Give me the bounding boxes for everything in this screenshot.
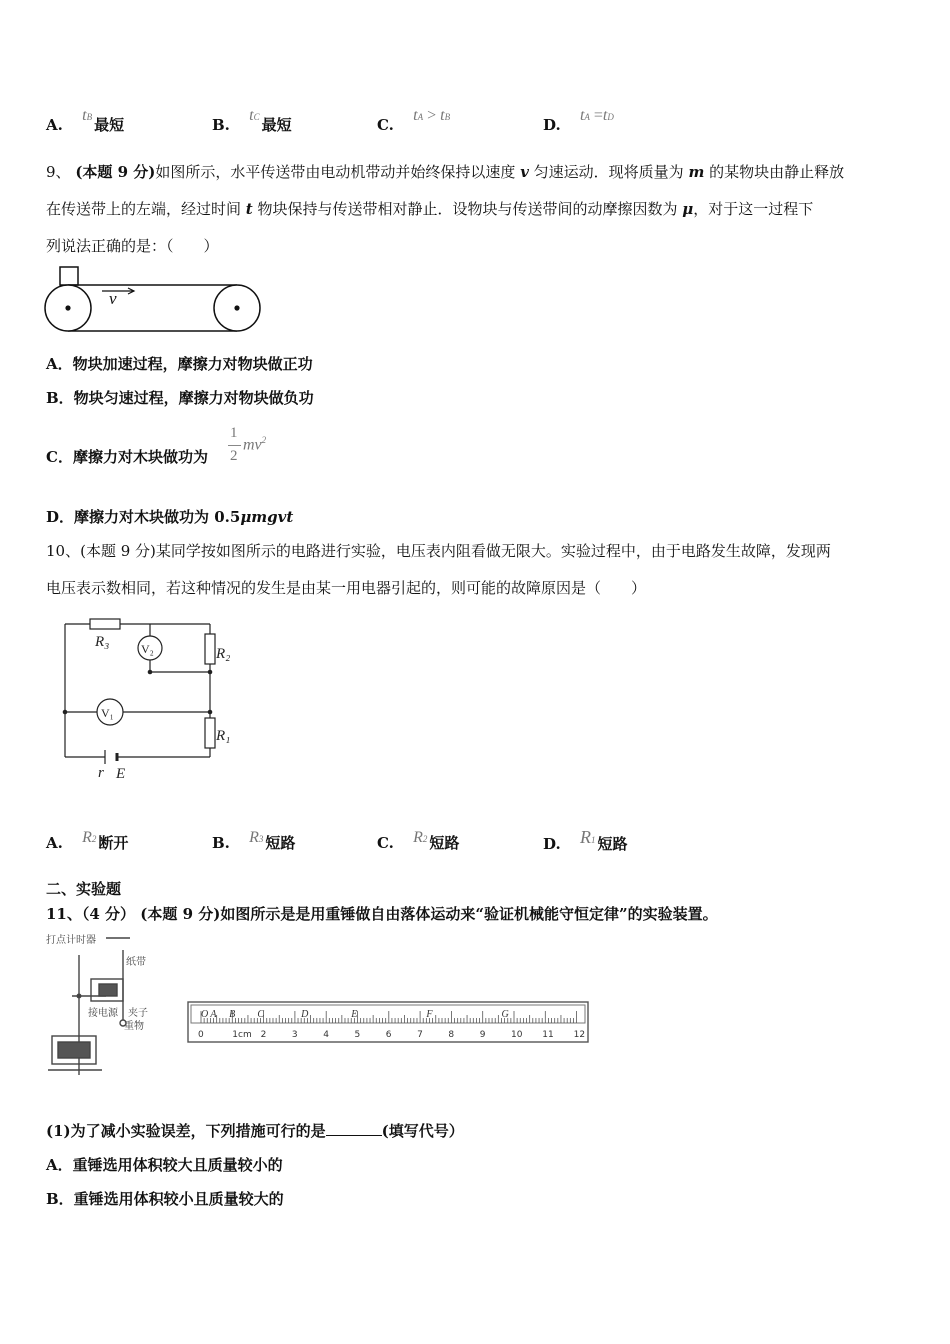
- svg-text:夹子: 夹子: [128, 1008, 148, 1019]
- block-icon: [60, 267, 78, 285]
- ruler-number: 2: [260, 1030, 267, 1040]
- q11-option-b: B．重锤选用体积较小且质量较大的: [46, 1190, 284, 1208]
- ruler-number: 10: [511, 1030, 523, 1040]
- ruler-point-label: A: [210, 1009, 217, 1020]
- ruler-number: 7: [417, 1030, 423, 1040]
- ruler-number: 5: [354, 1030, 361, 1040]
- ruler-point-label: F: [426, 1009, 433, 1020]
- q11-line-1: 11、（4 分） (本题 9 分)如图所示是是用重锤做自由落体运动来“验证机械能守恒定律”的实验装置。: [46, 905, 718, 923]
- q11-sub-question-1: (1)为了减小实验误差，下列措施可行的是 (填写代号）: [46, 1122, 464, 1140]
- q8-option-c: C. tA > tB: [377, 107, 451, 134]
- svg-text:V₂: V₂: [141, 642, 154, 656]
- ruler-point-label: E: [351, 1009, 358, 1020]
- svg-text:纸带: 纸带: [126, 957, 146, 968]
- ruler-point-label: G: [501, 1009, 509, 1020]
- svg-text:R₂: R₂: [216, 646, 231, 662]
- answer-blank[interactable]: [326, 1121, 382, 1136]
- ruler-figure: [185, 990, 595, 1060]
- q9-option-c: C．摩擦力对木块做功为: [46, 448, 208, 466]
- q9-line-1: 9、 (本题 9 分)如图所示，水平传送带由电动机带动并始终保持以速度 v 匀速运动．现将质量为 m 的某物块由静止释放: [46, 163, 845, 181]
- svg-text:接电源: 接电源: [88, 1008, 118, 1019]
- ruler-number: 0: [198, 1030, 204, 1040]
- ruler-point-label: D: [301, 1009, 309, 1020]
- svg-text:E: E: [116, 766, 126, 782]
- q10-line-2: 电压表示数相同，若这种情况的发生是由某一用电器引起的，则可能的故障原因是（ ）: [46, 579, 647, 597]
- svg-text:r: r: [98, 765, 104, 781]
- q10-option-c: C. R2 短路: [377, 829, 460, 852]
- q9-option-d: D．摩擦力对木块做功为 0.5μmgvt: [46, 508, 294, 526]
- q9-line-3: 列说法正确的是：（ ）: [46, 237, 219, 255]
- svg-text:V₁: V₁: [101, 706, 114, 720]
- ruler-point-label: B: [229, 1009, 236, 1020]
- q10-option-b: B. R3 短路: [212, 829, 296, 852]
- ruler-number: 1cm: [232, 1030, 252, 1040]
- circuit-figure: [55, 612, 245, 790]
- q9-line-2: 在传送带上的左端，经过时间 t 物块保持与传送带相对静止．设物块与传送带间的动摩擦因数为 μ，对于这一过程下: [46, 200, 814, 218]
- q10-line-1: 10、(本题 9 分)某同学按如图所示的电路进行实验，电压表内阻看做无限大。实验过程中，由于电路发生故障，发现两: [46, 542, 831, 560]
- q9-option-b: B．物块匀速过程，摩擦力对物块做负功: [46, 389, 314, 407]
- q10-option-a: A. R2 断开: [46, 829, 129, 852]
- ruler-number: 8: [448, 1030, 455, 1040]
- q8-option-d: D. tA =tD: [543, 107, 614, 134]
- svg-text:R₃: R₃: [95, 634, 110, 650]
- svg-text:打点计时器: 打点计时器: [46, 935, 96, 946]
- q9-option-c-formula: 1 2 $mv^2$: [230, 425, 267, 464]
- ruler-point-label: O: [201, 1009, 209, 1020]
- ruler-number: 12: [573, 1030, 586, 1040]
- ruler-number: 11: [542, 1030, 554, 1040]
- resistor-r3: [90, 619, 120, 629]
- ruler-number: 3: [291, 1030, 298, 1040]
- ruler-number: 9: [479, 1030, 486, 1040]
- resistor-r1: [205, 718, 215, 748]
- q9-option-a: A．物块加速过程，摩擦力对物块做正功: [46, 355, 313, 373]
- section-title: 二、实验题: [46, 880, 122, 898]
- velocity-label: v: [109, 289, 117, 308]
- ruler-number: 4: [323, 1030, 329, 1040]
- conveyor-belt-figure: [40, 262, 270, 338]
- ruler-point-label: C: [257, 1009, 265, 1020]
- apparatus-figure: [44, 930, 164, 1085]
- q11-option-a: A．重锤选用体积较大且质量较小的: [46, 1156, 283, 1174]
- q8-option-b: B. tC 最短: [212, 107, 292, 134]
- q8-option-a: A. tB 最短: [46, 107, 125, 134]
- svg-text:重物: 重物: [124, 1021, 144, 1032]
- ruler-number: 6: [385, 1030, 392, 1040]
- resistor-r2: [205, 634, 215, 664]
- svg-text:R₁: R₁: [216, 728, 231, 744]
- q10-option-d: D. R1 短路: [543, 827, 628, 853]
